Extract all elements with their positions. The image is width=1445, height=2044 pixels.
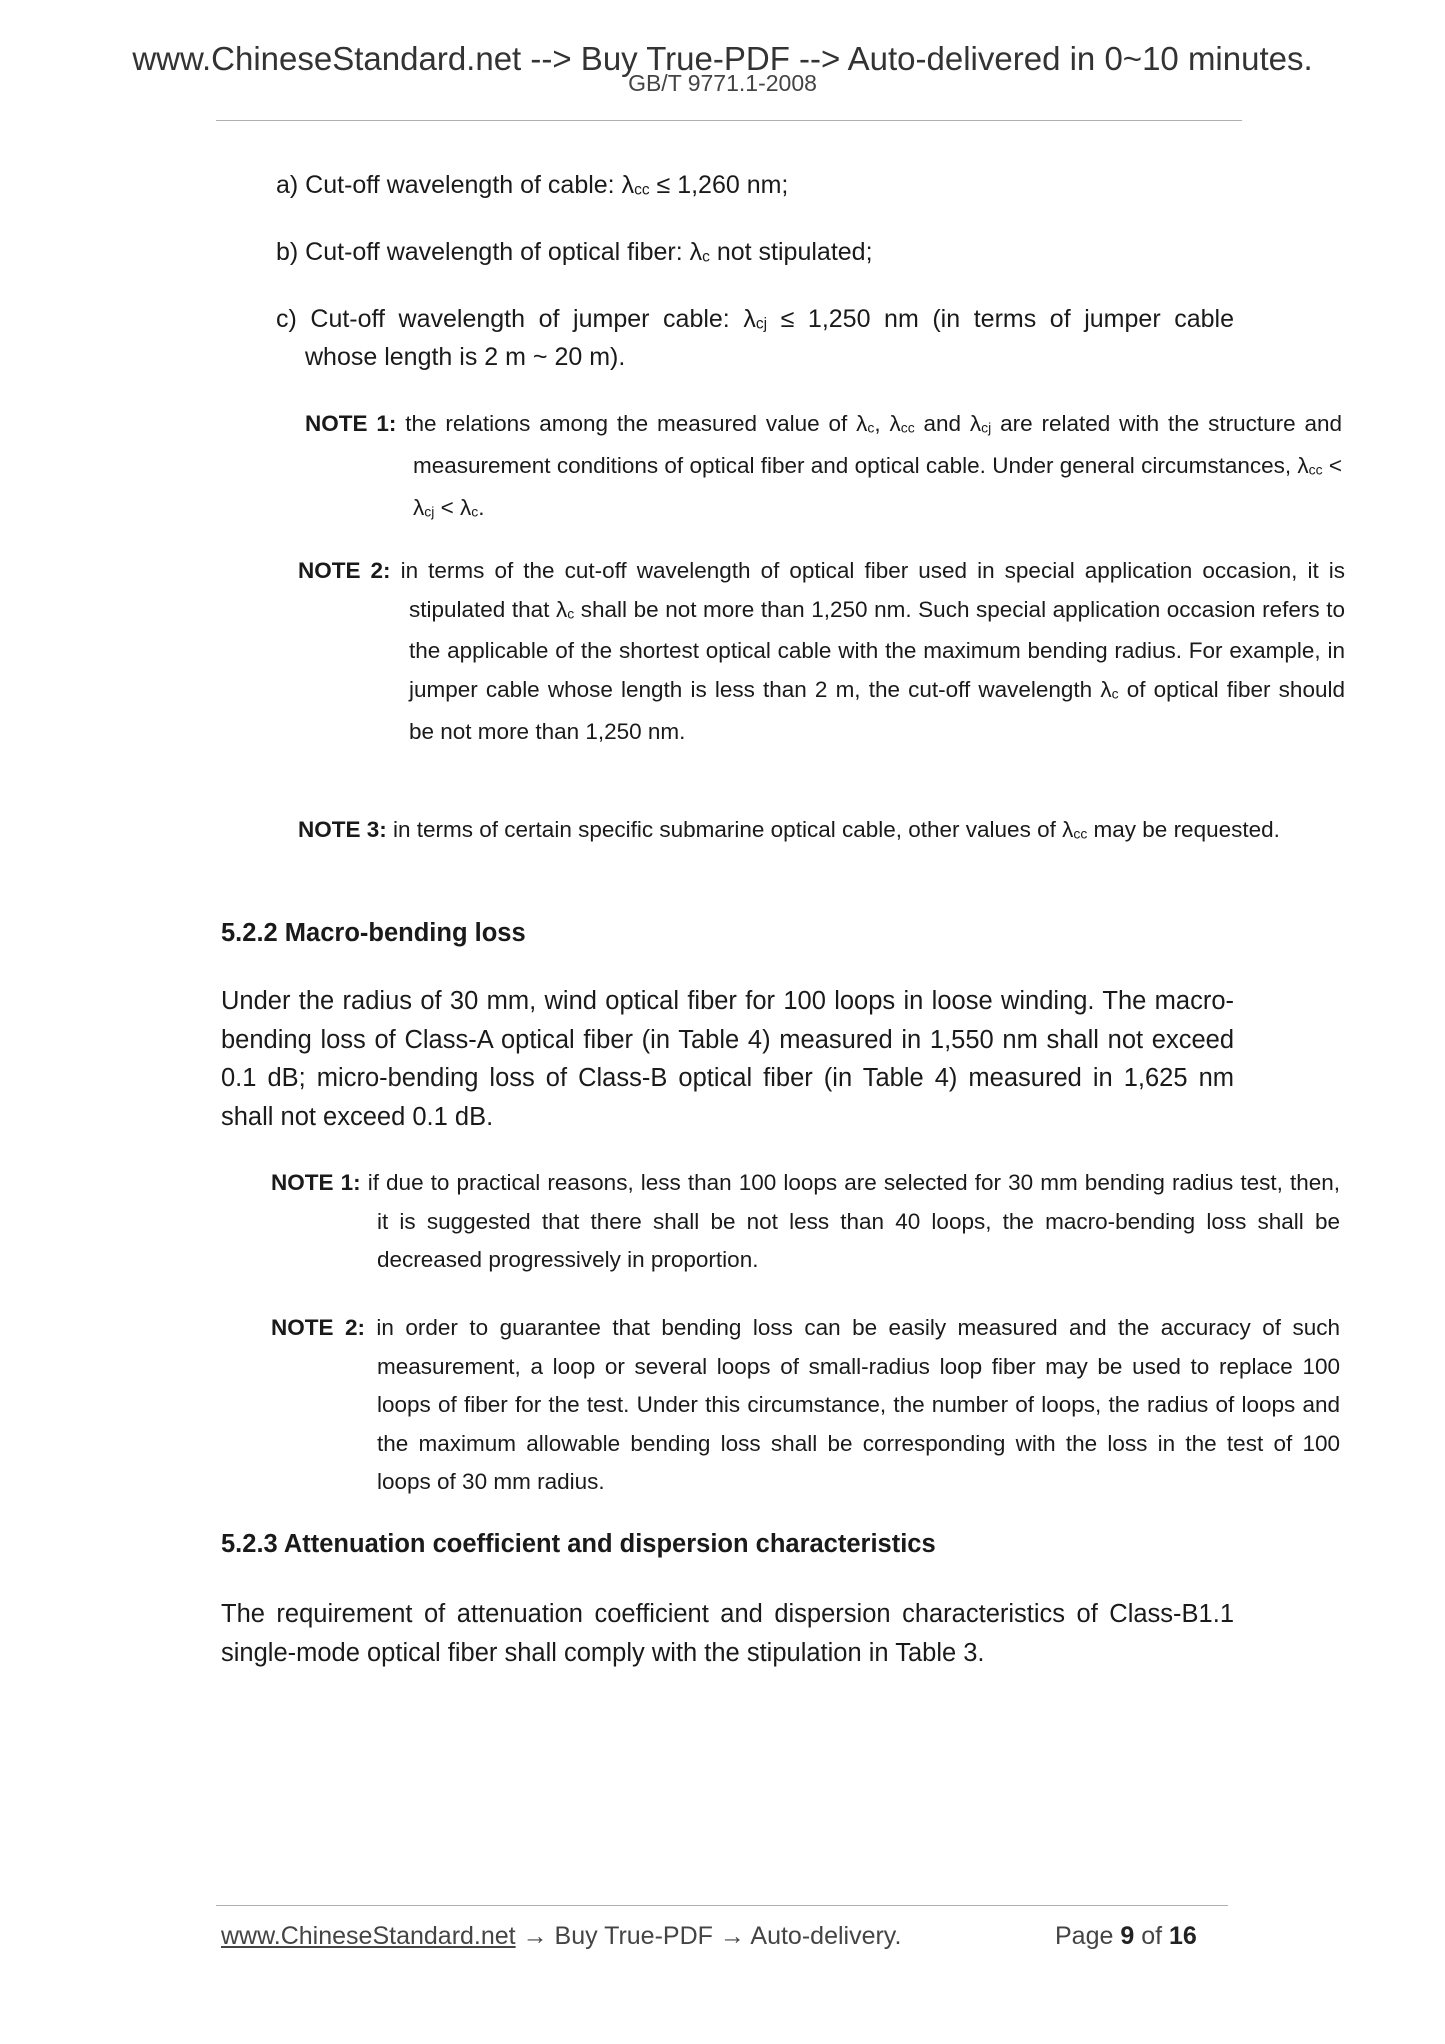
note-label: NOTE 2: bbox=[271, 1315, 365, 1340]
footer-buy-text: Buy True-PDF bbox=[547, 1922, 720, 1950]
note-2-cutoff: NOTE 2: in terms of the cut-off wavelength of optical fiber used in special application occasion, it is stipulated that λc shall be not more than 1,250 nm. Such special application occasion refers to the applicable of the shortest optical cable with the maximum bending radius. For example, in jumper cable whose length is less than 2 m, the cut-off wavelength λc of optical fiber should be not more than 1,250 nm. bbox=[298, 558, 1345, 744]
section-5-2-3-paragraph: The requirement of attenuation coefficient and dispersion characteristics of Class-B1.1 single-mode optical fiber shall comply with the stipulation in Table 3. bbox=[221, 1600, 1234, 1667]
lambda-c-symbol: λc bbox=[459, 494, 479, 520]
page-number: Page 9 of 16 bbox=[1055, 1922, 1197, 1950]
list-item-a bbox=[276, 166, 788, 210]
section-5-2-2-paragraph: Under the radius of 30 mm, wind optical fiber for 100 loops in loose winding. The macro-bending loss of Class-A optical fiber (in Table 4) measured in 1,550 nm shall not exceed 0.1 dB; micro-bending loss of Class-B optical fiber (in Table 4) measured in 1,625 nm shall not exceed 0.1 dB. bbox=[221, 987, 1234, 1131]
note-label: NOTE 1: bbox=[271, 1170, 361, 1195]
header-divider bbox=[216, 120, 1242, 121]
lambda-cc-symbol: λcc bbox=[1062, 817, 1088, 842]
lambda-cc-symbol: λcc bbox=[621, 171, 650, 199]
footer-divider bbox=[216, 1905, 1228, 1906]
lambda-c-symbol: λc bbox=[689, 238, 710, 266]
note-1-bending: NOTE 1: if due to practical reasons, less than 100 loops are selected for 30 mm bending radius test, then, it is suggested that there shall be not less than 40 loops, the macro-bending loss shall be decreased progressively in proportion. bbox=[271, 1170, 1340, 1272]
lambda-cj-symbol: λcj bbox=[969, 411, 992, 436]
list-item-c bbox=[276, 300, 1234, 344]
arrow-right-icon: → bbox=[719, 1922, 745, 1950]
note-label: NOTE 3: bbox=[298, 817, 387, 842]
section-heading-5-2-2: 5.2.2 Macro-bending loss bbox=[221, 919, 526, 947]
lambda-cc-symbol: λcc bbox=[889, 411, 915, 436]
lambda-c-symbol: λc bbox=[1100, 676, 1119, 702]
list-item-c-text: c) Cut-off wavelength of jumper cable: bbox=[276, 305, 744, 333]
lambda-c-symbol: λc bbox=[555, 596, 575, 622]
lambda-cj-symbol: λcj bbox=[413, 494, 435, 520]
note-label: NOTE 1: bbox=[305, 411, 397, 436]
arrow-right-icon: → bbox=[522, 1922, 548, 1950]
footer-promo bbox=[221, 1922, 901, 1951]
note-2-bending: NOTE 2: in order to guarantee that bending loss can be easily measured and the accuracy of such measurement, a loop or several loops of small-radius loop fiber may be used to replace 100 loops of fiber for the test. Under this circumstance, the number of loops, the radius of loops and the maximum allowable bending loss shall be corresponding with the loss in the test of 100 loops of 30 mm radius. bbox=[271, 1315, 1340, 1494]
list-item-b-value: not stipulated; bbox=[709, 238, 873, 266]
lambda-c-symbol: λc bbox=[856, 411, 875, 436]
note-label: NOTE 2: bbox=[298, 558, 391, 583]
current-page: 9 bbox=[1120, 1922, 1135, 1950]
list-item-a-value: ≤ 1,260 nm; bbox=[649, 171, 789, 199]
list-item-c-value: ≤ 1,250 nm (in terms of jumper cable bbox=[767, 305, 1234, 333]
standard-number: GB/T 9771.1-2008 bbox=[628, 70, 817, 96]
list-item-b-text: b) Cut-off wavelength of optical fiber: bbox=[276, 238, 690, 266]
header-banner[interactable]: www.ChineseStandard.net --> Buy True-PDF --> Auto-delivered in 0~10 minutes. bbox=[132, 40, 1313, 77]
section-heading-5-2-3: 5.2.3 Attenuation coefficient and dispersion characteristics bbox=[221, 1530, 936, 1558]
list-item-c-line2: whose length is 2 m ~ 20 m). bbox=[305, 343, 626, 371]
total-pages: 16 bbox=[1169, 1922, 1197, 1950]
note-3-cutoff: NOTE 3: in terms of certain specific submarine optical cable, other values of λcc may be requested. bbox=[298, 817, 1280, 842]
list-item-b bbox=[276, 233, 873, 277]
note-1-cutoff: NOTE 1: the relations among the measured value of λc, λcc and λcj are related with the structure and measurement conditions of optical fiber and optical cable. Under general circumstances, λcc < λcj < λc. bbox=[305, 411, 1343, 520]
list-item-a-text: a) Cut-off wavelength of cable: bbox=[276, 171, 622, 199]
footer-auto-text: Auto-delivery. bbox=[744, 1922, 902, 1950]
lambda-cc-symbol: λcc bbox=[1297, 452, 1323, 478]
footer-link[interactable]: www.ChineseStandard.net bbox=[221, 1922, 516, 1950]
lambda-cj-symbol: λcj bbox=[743, 305, 768, 333]
